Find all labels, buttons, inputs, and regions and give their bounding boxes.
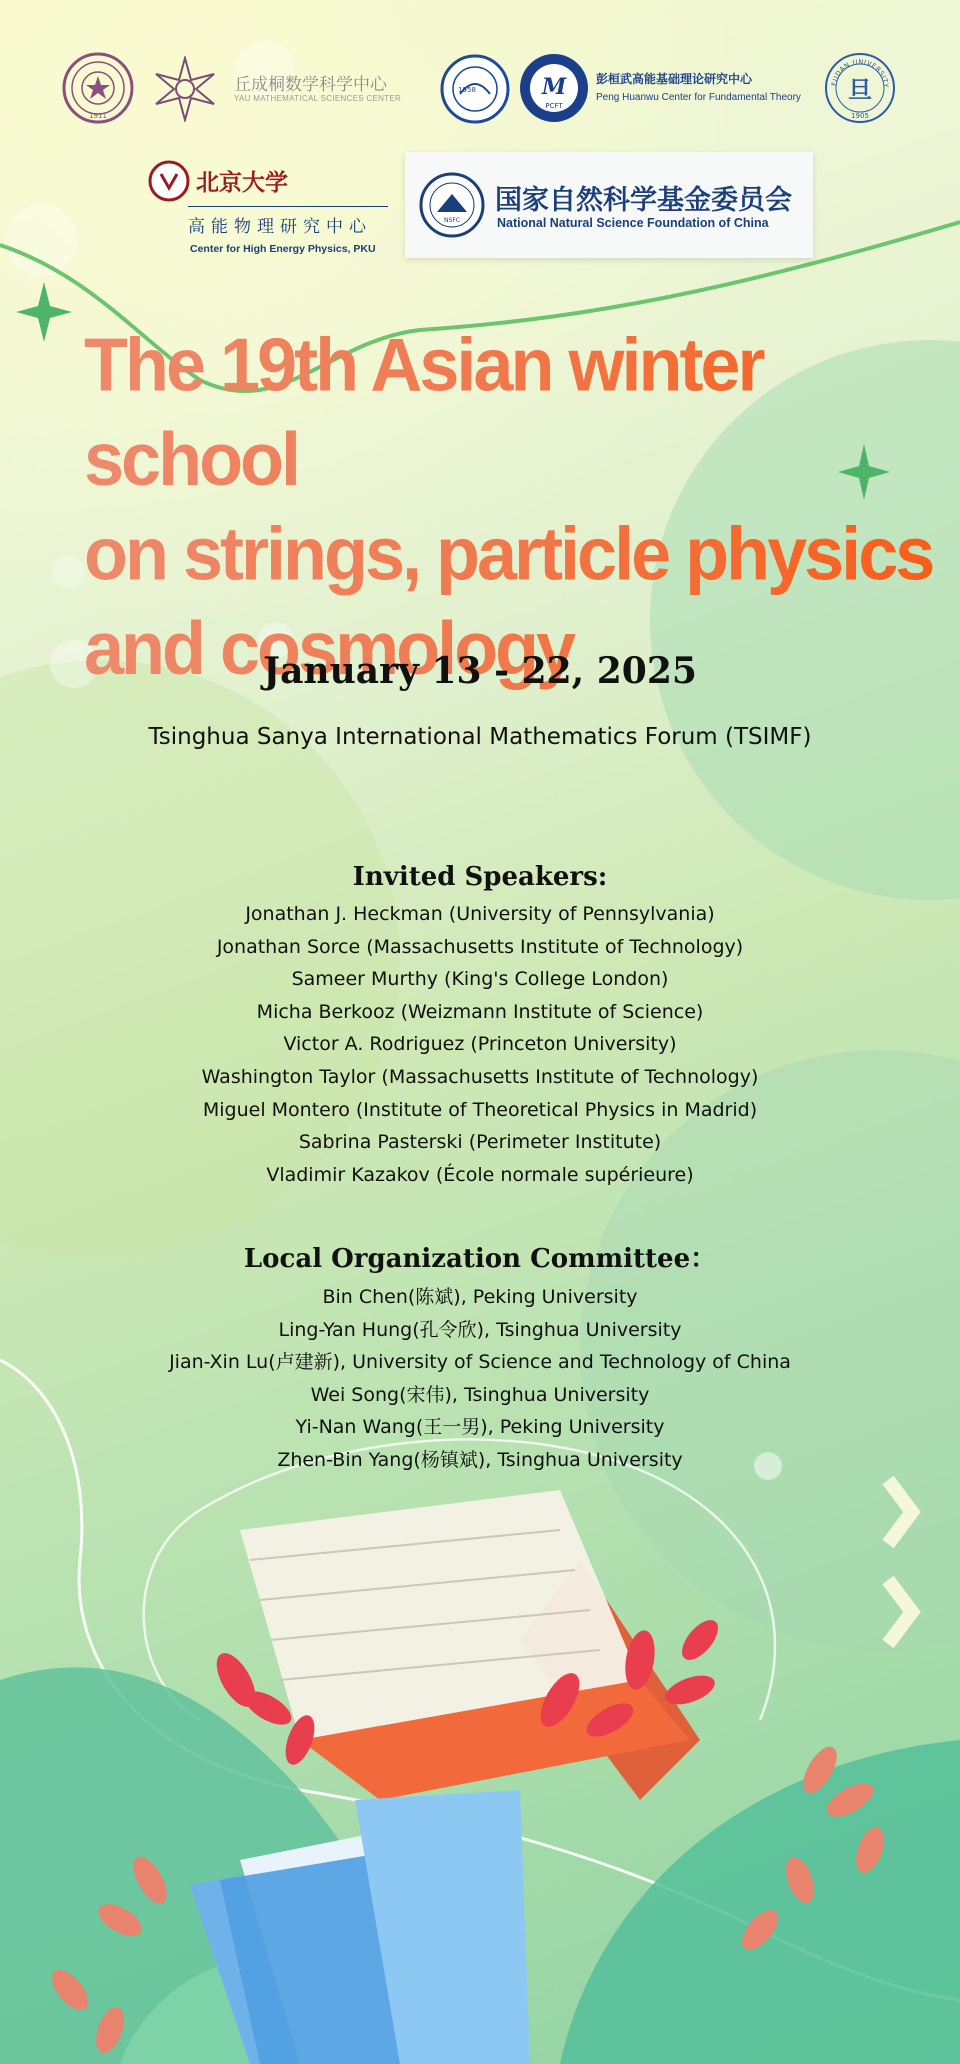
speaker-item: Sabrina Pasterski (Perimeter Institute): [298, 1131, 662, 1154]
nsfc-logo-box: [405, 152, 813, 258]
speaker-list: [0, 898, 960, 1191]
yau-center-name-cn: 丘成桐数学科学中心: [234, 75, 387, 94]
invited-speakers-section: [0, 862, 960, 1191]
svg-text:M: M: [541, 74, 567, 100]
yau-center-logo: [152, 56, 218, 122]
pcft-name-en: Peng Huanwu Center for Fundamental Theory: [596, 92, 801, 103]
yau-center-name-en: YAU MATHEMATICAL SCIENCES CENTER: [234, 94, 402, 103]
committee-member: Bin Chen(陈斌), Peking University: [322, 1286, 638, 1308]
speaker-item: Jonathan J. Heckman (University of Pennsylvania): [245, 903, 715, 925]
pcft-mark-text: PCFT: [545, 102, 563, 110]
event-title: [84, 318, 934, 696]
committee-member: Zhen-Bin Yang(杨镇斌), Tsinghua University: [277, 1448, 683, 1471]
pku-logo: [148, 160, 190, 202]
speaker-item: Jonathan Sorce (Massachusetts Institute of Technology): [216, 935, 744, 958]
committee-member: Wei Song(宋伟), Tsinghua University: [310, 1383, 650, 1406]
pcft-logo: [518, 52, 590, 124]
pcft-name-cn: 彭桓武高能基础理论研究中心: [596, 72, 753, 86]
speaker-item: Miguel Montero (Institute of Theoretical Physics in Madrid): [202, 1098, 758, 1121]
logo-row: [0, 0, 960, 270]
ustc-year-text: 1958: [458, 86, 476, 94]
committee-heading: Local Organization Committee：: [243, 1244, 717, 1274]
title-line-2: on strings, particle physics: [84, 512, 933, 597]
nsfc-mark-text: NSFC: [444, 217, 460, 224]
pku-hep-name-en: Center for High Energy Physics, PKU: [190, 243, 376, 255]
pku-name-cn: 北京大学: [196, 169, 288, 196]
nsfc-emblem: [419, 172, 485, 238]
tsinghua-seal-logo: [62, 52, 134, 124]
speaker-item: Vladimir Kazakov (École normale supérieure): [266, 1163, 694, 1186]
committee-member: Yi-Nan Wang(王一男), Peking University: [295, 1416, 665, 1439]
title-line-3: and cosmology: [84, 606, 574, 691]
organization-committee-section: [0, 1238, 960, 1477]
speaker-item: Sameer Murthy (King's College London): [291, 968, 669, 991]
title-line-1: The 19th Asian winter school: [84, 323, 763, 502]
pku-hep-name-cn: 高能物理研究中心: [188, 217, 372, 236]
fudan-name-text: FUDAN UNIVERSITY: [830, 57, 891, 89]
event-date: January 13 - 22, 2025: [263, 650, 697, 692]
fudan-char-text: 旦: [848, 76, 872, 104]
speaker-item: Washington Taylor (Massachusetts Institute of Technology): [201, 1065, 759, 1088]
fudan-year-text: 1905: [851, 112, 869, 120]
seal-year-text: 1911: [89, 112, 107, 120]
fudan-logo: [824, 52, 896, 124]
nsfc-name-en: National Natural Science Foundation of China: [497, 216, 769, 230]
committee-member: Jian-Xin Lu(卢建新), University of Science and Technology of China: [169, 1351, 791, 1374]
nsfc-name-cn: 国家自然科学基金委员会: [495, 185, 792, 215]
invited-speakers-heading: Invited Speakers:: [352, 862, 608, 892]
speaker-item: Victor A. Rodriguez (Princeton University): [283, 1033, 677, 1056]
committee-member: Ling-Yan Hung(孔令欣), Tsinghua University: [278, 1318, 682, 1341]
committee-list: [0, 1281, 960, 1477]
pku-divider: [188, 206, 388, 207]
ustc-logo: [440, 54, 510, 124]
event-venue: Tsinghua Sanya International Mathematics Forum (TSIMF): [148, 724, 812, 750]
speaker-item: Micha Berkooz (Weizmann Institute of Science): [256, 1000, 704, 1023]
